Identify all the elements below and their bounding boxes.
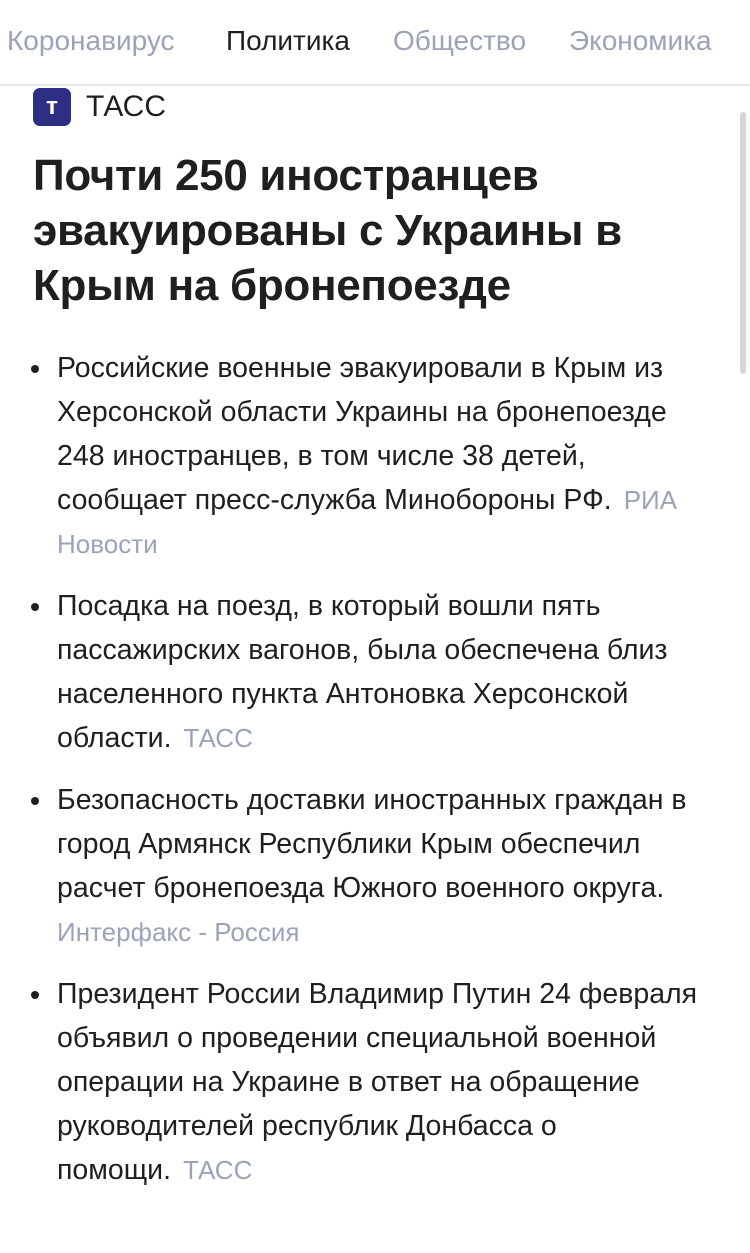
source-link[interactable]: ТАСС (183, 1155, 253, 1185)
tab-politics[interactable]: Политика (226, 25, 350, 56)
summary-item (0, 584, 750, 760)
source-link[interactable]: РИА Новости (57, 485, 678, 559)
article-source[interactable] (33, 88, 166, 126)
tab-society[interactable]: Общество (393, 25, 527, 56)
summary-item (0, 346, 750, 566)
summary-text: Посадка на поезд, в который вошли пять пассажирских вагонов, была обеспечена близ населенного пункта Антоновка Херсонской области. (57, 590, 668, 754)
summary-text: Безопасность доставки иностранных граждан в город Армянск Республики Крым обеспечил расчет бронепоезда Южного военного округа. (57, 784, 687, 904)
category-tabs (0, 0, 750, 86)
source-link[interactable]: ТАСС (183, 723, 253, 753)
article-summary-list (0, 346, 750, 1210)
summary-item (0, 972, 750, 1192)
tab-coronavirus[interactable]: Коронавирус (7, 25, 175, 56)
article-title: Почти 250 иностранцев эвакуированы с Украины в Крым на бронепоезде (33, 151, 622, 310)
scrollbar[interactable] (740, 112, 746, 374)
bullet-icon (31, 797, 39, 805)
bullet-icon (31, 603, 39, 611)
source-link[interactable]: Интерфакс - Россия (57, 917, 300, 947)
summary-text: Президент России Владимир Путин 24 февраля объявил о проведении специальной военной операции на Украине в ответ на обращение руководителей республик Донбасса о помощи. (57, 978, 698, 1186)
summary-item (0, 778, 750, 954)
source-name: ТАСС (86, 90, 167, 123)
bullet-icon (31, 365, 39, 373)
tass-logo-icon: т (33, 88, 71, 126)
tab-economy[interactable]: Экономика (569, 25, 712, 56)
bullet-icon (31, 991, 39, 999)
summary-text: Российские военные эвакуировали в Крым из Херсонской области Украины на бронепоезде 248 иностранцев, в том числе 38 детей, сообщает пресс-служба Минобороны РФ. (57, 352, 667, 516)
